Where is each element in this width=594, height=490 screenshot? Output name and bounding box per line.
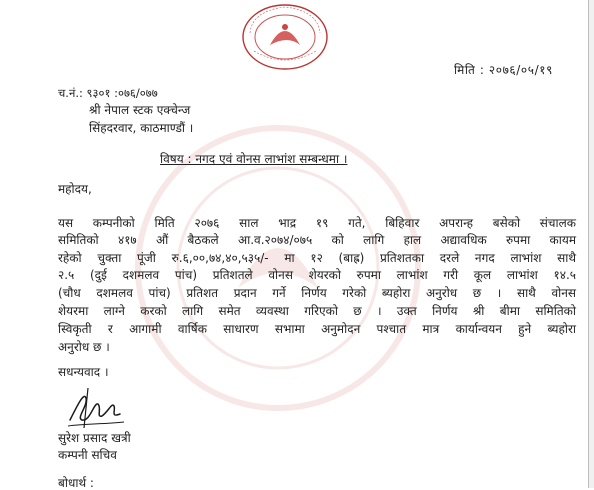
- cc-label: बोधार्थ :: [58, 476, 94, 490]
- body-line: २.५ (दुई दशमलव पांच) प्रतिशतले वोनस शेयरको रुपमा लाभांश गरी कूल लाभांश १४.५: [58, 268, 576, 282]
- signatory-name: सुरेश प्रसाद खत्री: [58, 431, 131, 445]
- body-line: (चौध दशमलव पांच) प्रतिशत प्रदान गर्ने निर्णय गरेको ब्यहोरा अनुरोध छ । साथै वोनस: [58, 286, 576, 300]
- body-line: स्विकृती र आगामी वार्षिक साधारण सभामा अनुमोदन पश्चात मात्र कार्यान्वयन हुने ब्यहोरा: [58, 322, 576, 336]
- body-line: यस कम्पनीको मिति २०७६ साल भाद्र १९ गते, बिहिवार अपरान्ह बसेको संचालक: [58, 216, 576, 230]
- signatory-title: कम्पनी सचिव: [58, 448, 117, 462]
- body-line: शेयरमा लाग्ने करको लागि समेत व्यवस्था गरिएको छ । उक्त निर्णय श्री बीमा समितिको: [58, 304, 576, 318]
- recipient-name: श्री नेपाल स्टक एक्चेन्ज: [89, 103, 191, 117]
- recipient-address: सिंहदरवार, काठमाण्डौं ।: [89, 121, 194, 135]
- salutation: महोदय,: [58, 182, 92, 196]
- body-line: अनुरोध छ ।: [58, 340, 110, 354]
- body-line: रहेको चुक्ता पूंजी रु.६,००,७४,४०,५३५/- मा १२ (बाह्र) प्रतिशतका दरले नगद लाभांश साथै: [58, 251, 576, 265]
- letter-date: मिति : २०७६/०५/१९: [454, 63, 553, 77]
- body-line: समितिको ४१७ औं बैठकले आ.व.२०७४/०७५ को लागि हाल अद्यावधिक रुपमा कायम: [58, 233, 576, 247]
- letter-subject: विषय : नगद एवं वोनस लाभांश सम्बन्धमा ।: [160, 152, 348, 166]
- handwritten-signature: [64, 384, 126, 430]
- scrollbar-track[interactable]: [589, 0, 594, 488]
- company-seal: [240, 3, 330, 71]
- closing: सधन्यवाद ।: [58, 365, 109, 379]
- reference-number: च.नं.: ९३०१ :०७६/०७७: [58, 86, 158, 100]
